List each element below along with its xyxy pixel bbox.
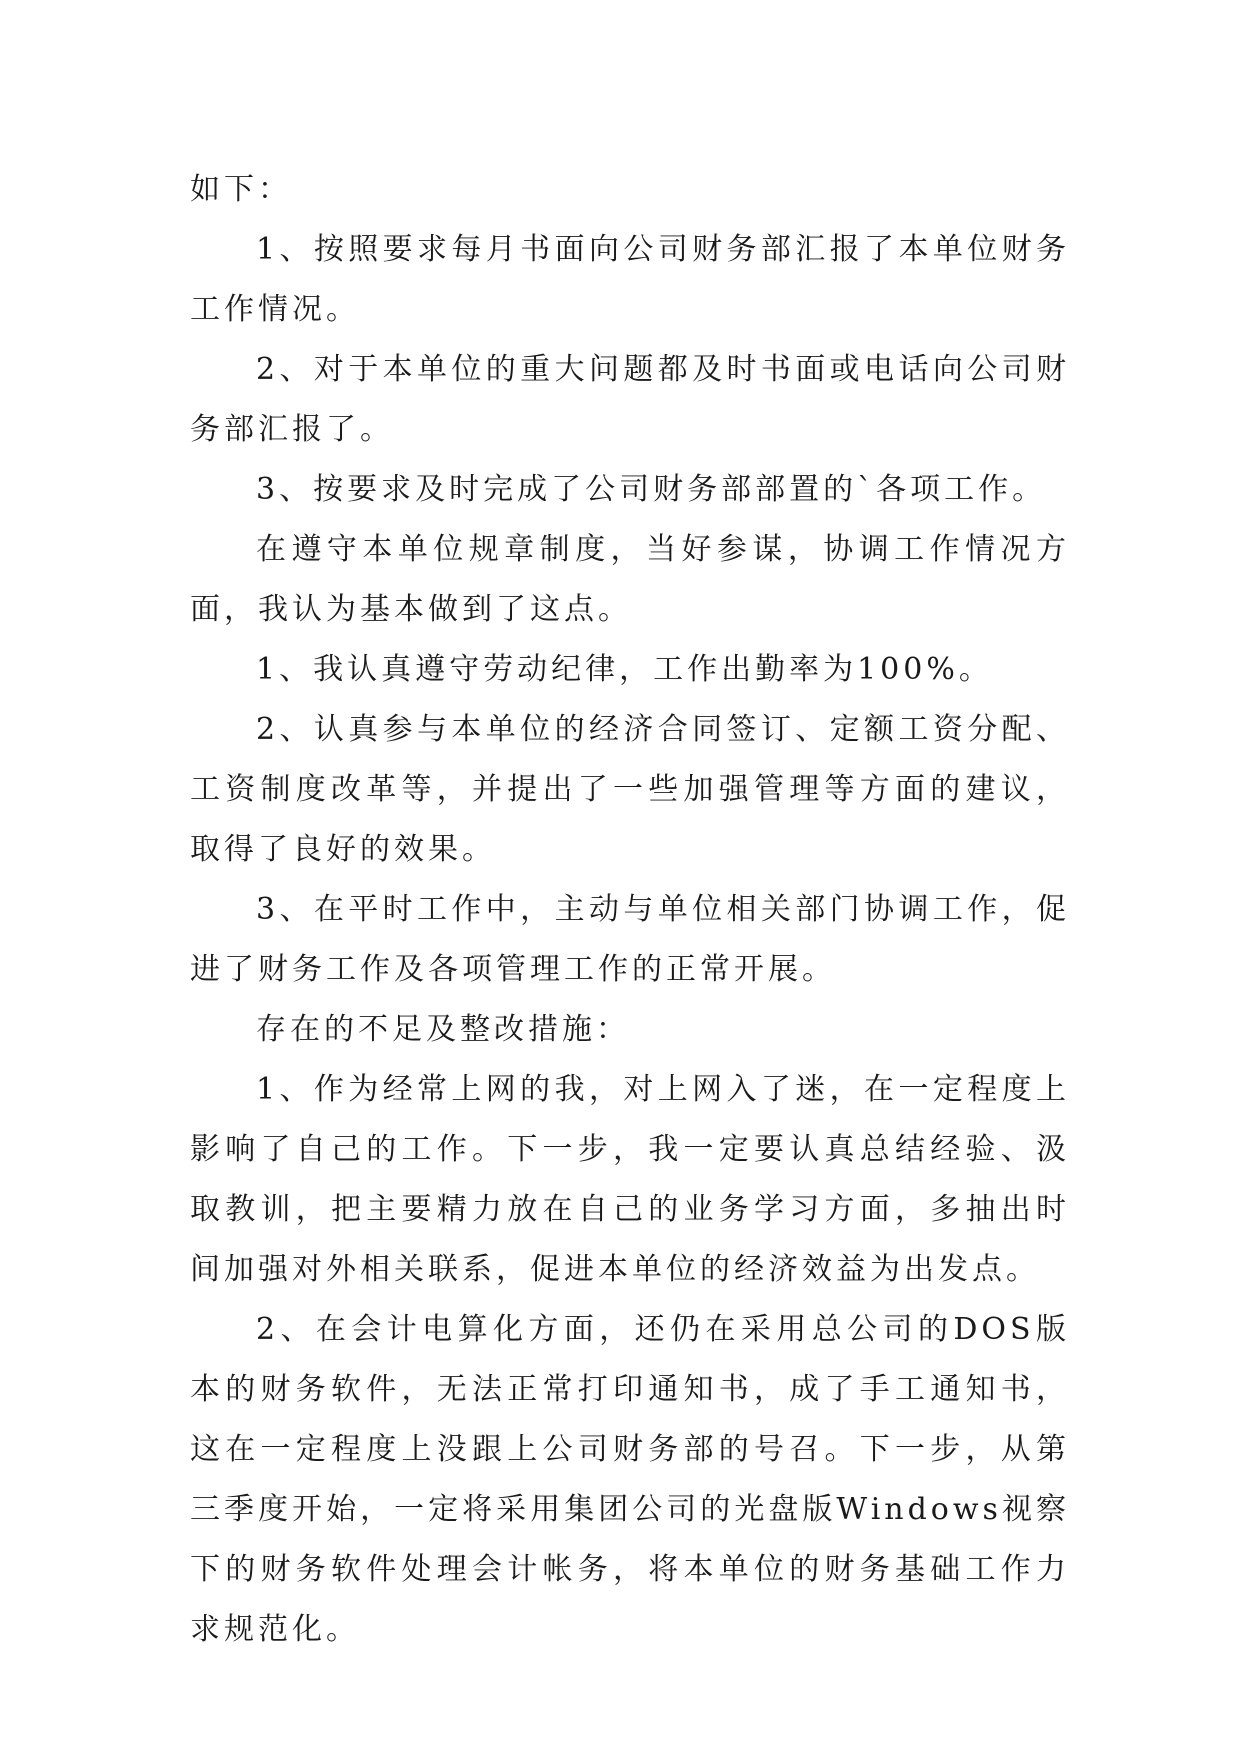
paragraph-rules-item-1: 1、我认真遵守劳动纪律，工作出勤率为100%。 xyxy=(256,652,993,687)
document-body xyxy=(190,160,1070,1660)
paragraph-rules-item-2: 2、认真参与本单位的经济合同签订、定额工资分配、工资制度改革等，并提出了一些加强管理等方面的建议，取得了良好的效果。 xyxy=(190,712,1070,867)
paragraph-shortcomings-item-2: 2、在会计电算化方面，还仍在采用总公司的DOS版本的财务软件，无法正常打印通知书，成了手工通知书，这在一定程度上没跟上公司财务部的号召。下一步，从第三季度开始，一定将采用集团公司的光盘版Windows视察下的财务软件处理会计帐务，将本单位的财务基础工作力求规范化。 xyxy=(190,1312,1070,1647)
paragraph-item-3: 3、按要求及时完成了公司财务部部置的`各项工作。 xyxy=(256,472,1047,507)
paragraph-section-shortcomings: 存在的不足及整改措施： xyxy=(256,1012,630,1047)
paragraph-intro: 如下： xyxy=(190,172,292,207)
paragraph-shortcomings-item-1: 1、作为经常上网的我，对上网入了迷，在一定程度上影响了自己的工作。下一步，我一定要认真总结经验、汲取教训，把主要精力放在自己的业务学习方面，多抽出时间加强对外相关联系，促进本单位的经济效益为出发点。 xyxy=(190,1072,1070,1287)
paragraph-item-1: 1、按照要求每月书面向公司财务部汇报了本单位财务工作情况。 xyxy=(190,232,1070,327)
paragraph-rules-item-3: 3、在平时工作中，主动与单位相关部门协调工作，促进了财务工作及各项管理工作的正常开展。 xyxy=(190,892,1070,987)
paragraph-section-rules: 在遵守本单位规章制度，当好参谋，协调工作情况方面，我认为基本做到了这点。 xyxy=(190,532,1070,627)
paragraph-item-2: 2、对于本单位的重大问题都及时书面或电话向公司财务部汇报了。 xyxy=(190,352,1070,447)
